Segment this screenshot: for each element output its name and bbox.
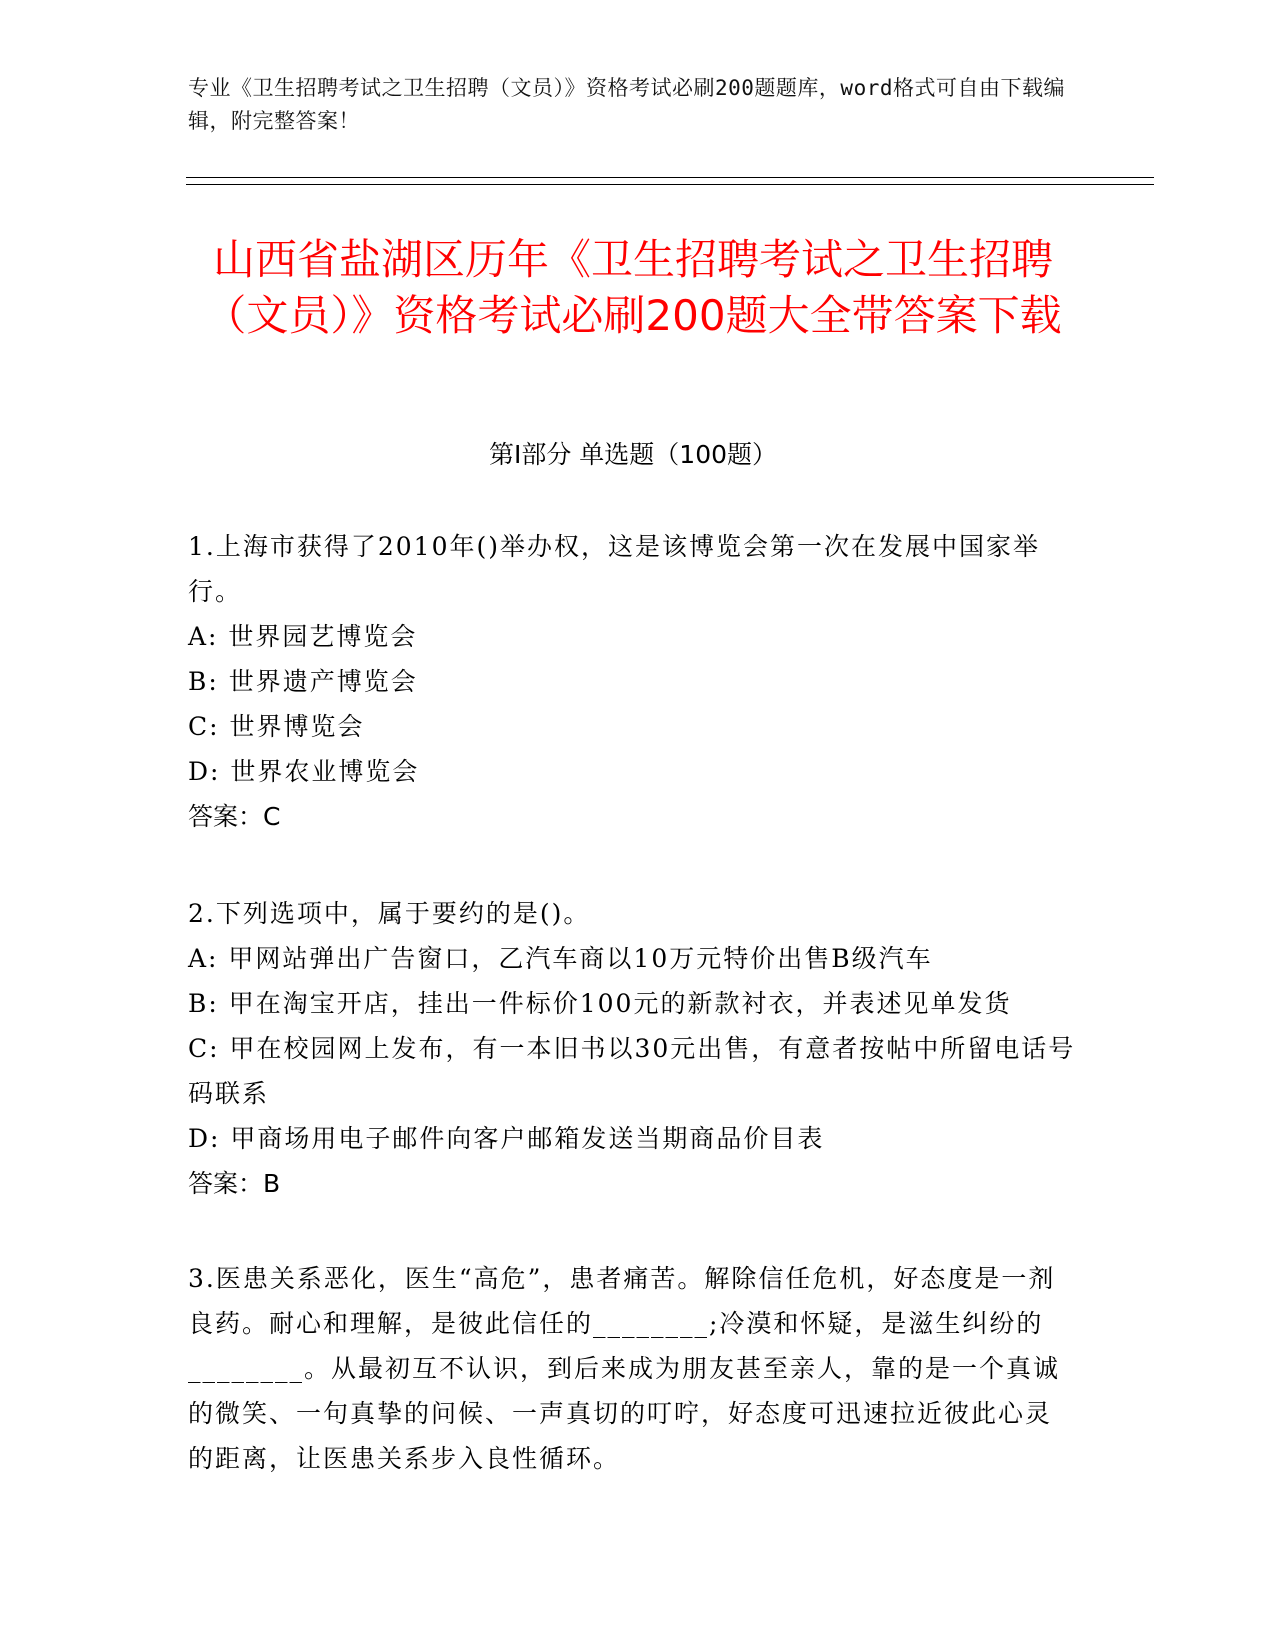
question-text: 3.医患关系恶化，医生“高危”，患者痛苦。解除信任危机，好态度是一剂良药。耐心和理解，是彼此信任的________;冷漠和怀疑，是滋生纠纷的________。从最初互不认识，到后来成为朋友甚至亲人，靠的是一个真诚的微笑、一句真挚的问候、一声真切的叮咛，好态度可迅速拉近彼此心灵的距离，让医患关系步入良性循环。 [188,1264,1061,1473]
question-2 [188,891,1078,1206]
question-3 [188,1256,1078,1481]
option-a: A: 世界园艺博览会 [188,622,418,651]
answer: 答案：C [188,802,281,831]
header-divider-bottom [186,184,1154,185]
section-title: 第I部分 单选题（100题） [488,440,778,469]
option-b: B: 甲在淘宝开店，挂出一件标价100元的新款衬衣，并表述见单发货 [188,989,1012,1018]
option-c: C: 甲在校园网上发布，有一本旧书以30元出售，有意者按帖中所留电话号码联系 [188,1034,1076,1108]
document-title: 山西省盐湖区历年《卫生招聘考试之卫生招聘（文员）》资格考试必刷200题大全带答案下载 [204,235,1062,340]
question-text: 1.上海市获得了2010年()举办权，这是该博览会第一次在发展中国家举行。 [188,532,1040,606]
answer: 答案：B [188,1169,281,1198]
header-note: 专业《卫生招聘考试之卫生招聘（文员）》资格考试必刷200题题库，word格式可自由下载编辑，附完整答案！ [188,76,1065,133]
header-divider-top [186,177,1154,178]
option-a: A: 甲网站弹出广告窗口，乙汽车商以10万元特价出售B级汽车 [188,944,933,973]
option-d: D: 世界农业博览会 [188,757,420,786]
question-text: 2.下列选项中，属于要约的是()。 [188,899,591,928]
question-1 [188,524,1078,839]
option-c: C: 世界博览会 [188,712,365,741]
option-d: D: 甲商场用电子邮件向客户邮箱发送当期商品价目表 [188,1124,825,1153]
option-b: B: 世界遗产博览会 [188,667,418,696]
